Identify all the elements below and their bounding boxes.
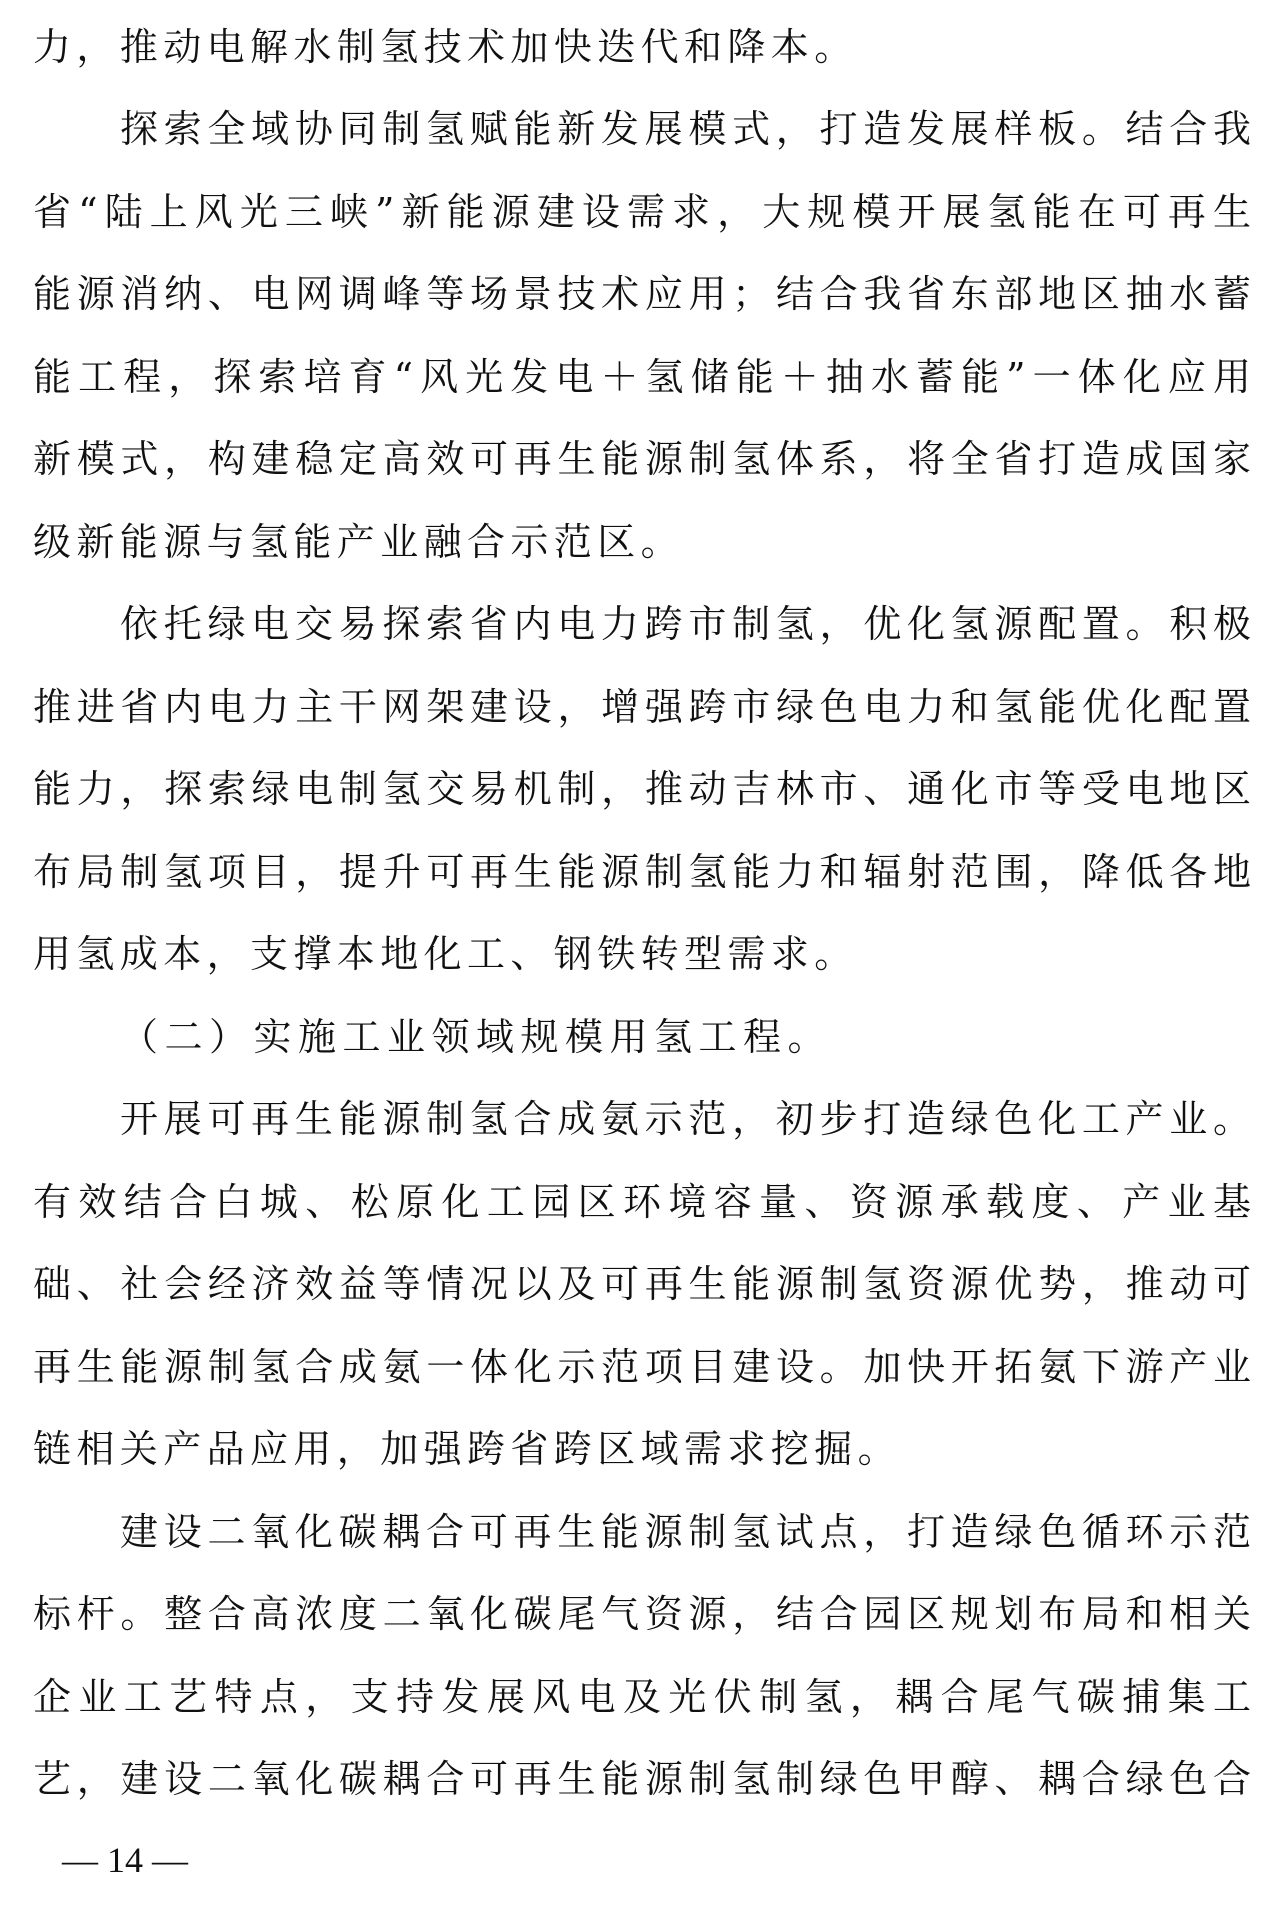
paragraph-start-line: 建设二氧化碳耦合可再生能源制氢试点，打造绿色循环示范	[120, 1510, 1251, 1554]
text-line: 能力，探索绿电制氢交易机制，推动吉林市、通化市等受电地区	[33, 767, 1251, 811]
text-line: 艺，建设二氧化碳耦合可再生能源制氢制绿色甲醇、耦合绿色合	[33, 1757, 1251, 1801]
text-line: 新模式，构建稳定高效可再生能源制氢体系，将全省打造成国家	[33, 437, 1251, 481]
text-line: 有效结合白城、松原化工园区环境容量、资源承载度、产业基	[33, 1180, 1251, 1224]
text-line: 推进省内电力主干网架建设，增强跨市绿色电力和氢能优化配置	[33, 685, 1251, 729]
text-line: 省“陆上风光三峡”新能源建设需求，大规模开展氢能在可再生	[33, 190, 1251, 234]
section-heading: （二）实施工业领域规模用氢工程。	[120, 1015, 833, 1059]
paragraph-start-line: 依托绿电交易探索省内电力跨市制氢，优化氢源配置。积极	[120, 602, 1251, 646]
paragraph-start-line: 开展可再生能源制氢合成氨示范，初步打造绿色化工产业。	[120, 1097, 1251, 1141]
text-line: 再生能源制氢合成氨一体化示范项目建设。加快开拓氨下游产业	[33, 1345, 1251, 1389]
text-line: 标杆。整合高浓度二氧化碳尾气资源，结合园区规划布局和相关	[33, 1592, 1251, 1636]
text-line: 能工程，探索培育“风光发电＋氢储能＋抽水蓄能”一体化应用	[33, 355, 1251, 399]
text-line: 能源消纳、电网调峰等场景技术应用；结合我省东部地区抽水蓄	[33, 272, 1251, 316]
text-line: 布局制氢项目，提升可再生能源制氢能力和辐射范围，降低各地	[33, 850, 1251, 894]
paragraph-start-line: 探索全域协同制氢赋能新发展模式，打造发展样板。结合我	[120, 107, 1251, 151]
text-line: 企业工艺特点，支持发展风电及光伏制氢，耦合尾气碳捕集工	[33, 1675, 1251, 1719]
text-line: 级新能源与氢能产业融合示范区。	[33, 520, 685, 564]
text-line: 力，推动电解水制氢技术加快迭代和降本。	[33, 25, 858, 69]
page-number: — 14 —	[62, 1840, 188, 1880]
text-line: 链相关产品应用，加强跨省跨区域需求挖掘。	[33, 1427, 902, 1471]
text-line: 用氢成本，支撑本地化工、钢铁转型需求。	[33, 932, 858, 976]
text-line: 础、社会经济效益等情况以及可再生能源制氢资源优势，推动可	[33, 1262, 1251, 1306]
